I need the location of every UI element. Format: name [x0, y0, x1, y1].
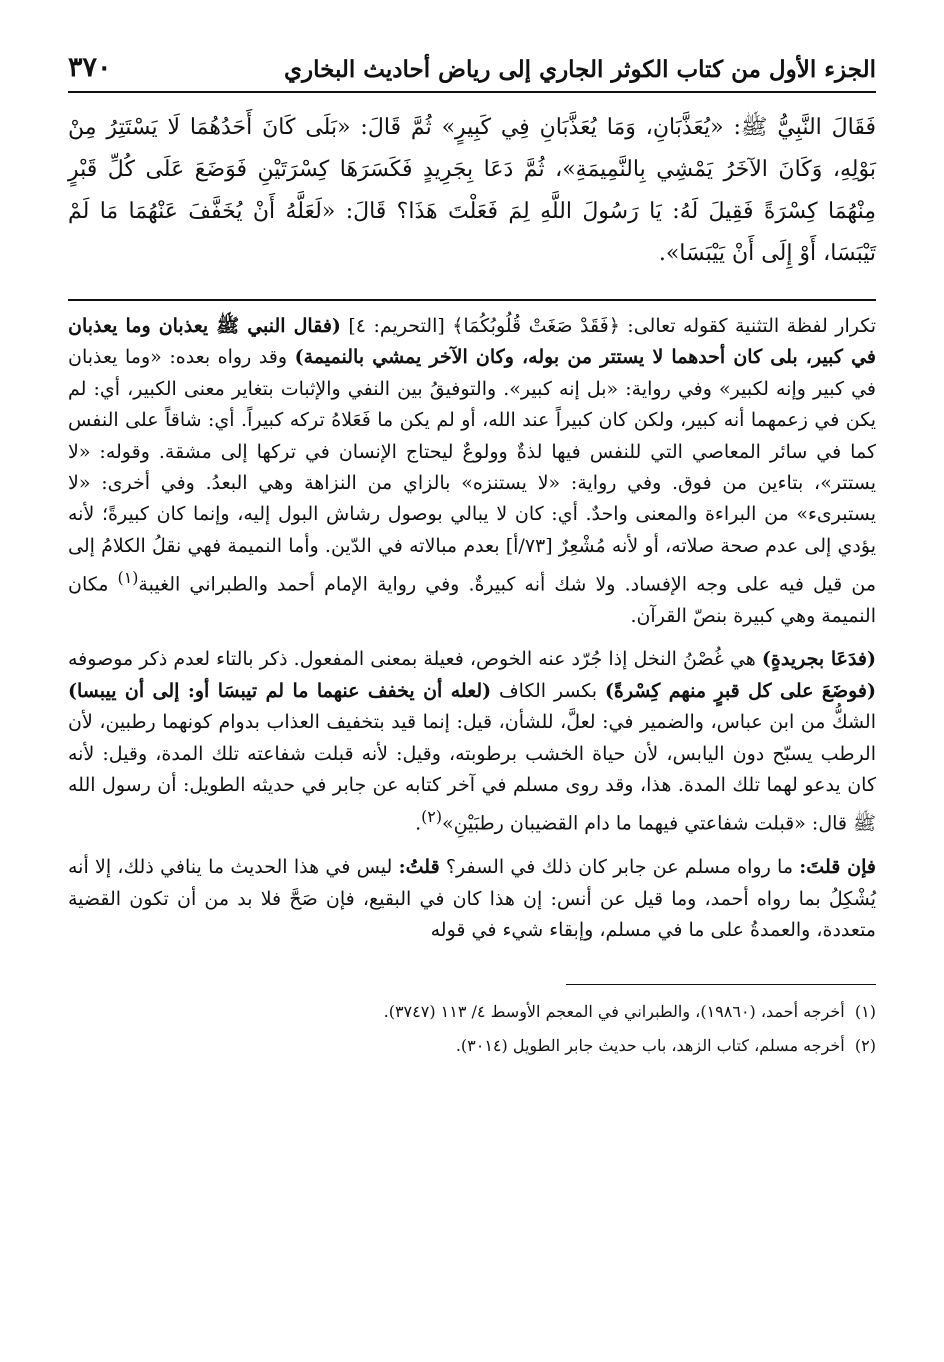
- commentary-paragraph-3: [68, 852, 876, 946]
- commentary-text: .: [415, 812, 422, 835]
- quoted-hadith-bold: (لعله أن يخفف عنهما ما لم تيبسَا أو: إلى أن ييبسا): [68, 679, 492, 702]
- section-divider: [68, 299, 876, 301]
- footnote-text: أخرجه أحمد، (١٩٨٦٠)، والطبراني في المعجم الأوسط ٤/ ١١٣ (٣٧٤٧).: [383, 1002, 845, 1022]
- commentary-text: مكان النميمة وهي كبيرة بنصّ القرآن.: [68, 573, 876, 627]
- quoted-hadith-bold: (فقال النبي ﷺ يعذبان وما يعذبان في كبير، بلى كان أحدهما لا يستتر من بوله، وكان الآخر يمشي بالنميمة): [68, 315, 876, 369]
- footnote-number: (١): [854, 1002, 876, 1022]
- commentary-paragraph-2: [68, 644, 876, 840]
- commentary-paragraph-1: [68, 311, 876, 632]
- quoted-hadith-bold: (فوضَعَ على كل قبرٍ منهم كِسْرةً): [604, 679, 877, 702]
- footnote-1: [68, 995, 876, 1029]
- footnote-number: (٢): [854, 1036, 876, 1056]
- question-marker: فإن قلتَ:: [799, 856, 876, 879]
- quoted-hadith-bold: (فدَعَا بجريدةٍ): [761, 648, 876, 671]
- footnote-divider: [566, 984, 876, 985]
- commentary-text: ليس في هذا الحديث ما ينافي ذلك، إلا أنه يُشْكِلُ بما رواه أحمد، وما قيل عن أنس: إن هذا كان في البقيع، فإن صَحَّ فلا بد من أن تكون القضية متعددة، والعمدةُ على ما في مسلم، وإبقاء شيء في قوله: [68, 856, 876, 941]
- footnote-ref-2[interactable]: (٢): [421, 807, 442, 827]
- commentary-text: بكسر الكاف: [491, 679, 605, 702]
- footnote-text: أخرجه مسلم، كتاب الزهد، باب حديث جابر الطويل (٣٠١٤).: [455, 1036, 845, 1056]
- footnote-ref-1[interactable]: (١): [117, 568, 139, 588]
- page-number: ٣٧٠: [68, 52, 112, 83]
- answer-marker: قلتُ:: [398, 856, 440, 879]
- commentary-text: الشكُّ من ابن عباس، والضمير في: لعلَّ، للشأن، قيل: إنما قيد بتخفيف العذاب بدوام كونهما رطبين، لأن الرطب يسبّح دون اليابس، لأن حياة الخشب برطوبته، وقيل: لأنه قبلت شفاعته تلك المدة، وقيل: لأنه كان يدعو لهما تلك المدة. هذا، وقد روى مسلم في آخر كتابه عن جابر في حديثه الطويل: أن رسول الله ﷺ قال: «قبلت شفاعتي فيهما ما دام القضيبان رطبَيْنِ»: [68, 711, 876, 835]
- hadith-text: فَقَالَ النَّبِيُّ ﷺ: «يُعَذَّبَانِ، وَمَا يُعَذَّبَانِ فِي كَبِيرٍ» ثُمَّ قَالَ: «بَلَى كَانَ أَحَدُهُمَا لَا يَسْتَتِرُ مِنْ بَوْلِهِ، وَكَانَ الآخَرُ يَمْشِي بِالنَّمِيمَةِ»، ثُمَّ دَعَا بِجَرِيدٍ فَكَسَرَهَا كِسْرَتَيْنِ فَوَضَعَ عَلَى كُلِّ قَبْرٍ مِنْهُمَا كِسْرَةً فَقِيلَ لَهُ: يَا رَسُولَ اللَّهِ لِمَ فَعَلْتَ هَذَا؟ قَالَ: «لَعَلَّهُ أَنْ يُخَفَّفَ عَنْهُمَا مَا لَمْ تَيْبَسَا، أَوْ إِلَى أَنْ يَيْبَسَا».: [68, 115, 877, 266]
- running-title: الجزء الأول من كتاب الكوثر الجاري إلى رياض أحاديث البخاري: [284, 56, 876, 83]
- commentary-text: تكرار لفظة التثنية كقوله تعالى: ﴿فَقَدْ صَغَتْ قُلُوبُكُمَا﴾ [التحريم: ٤]: [340, 315, 876, 337]
- page-header: [68, 52, 876, 93]
- commentary-text: هي غُصْنُ النخل إذا جُرّد عنه الخوص، فعيلة بمعنى المفعول. ذكر بالتاء لعدم ذكر موصوفه: [68, 648, 762, 671]
- footnote-2: [68, 1029, 876, 1063]
- commentary-text: وقد رواه بعده: «وما يعذبان في كبير وإنه لكبير» وفي رواية: «بل إنه كبير». والتوفيقُ بين النفي والإثبات بتغاير معنى الكبير، أي: لم يكن في زعمهما أنه كبير، ولكن كان كبيراً عند الله، أو لم يكن ما فَعَلاهُ تركه كبيراً. أي: شاقاً على النفس كما في سائر المعاصي التي للنفس فيها لذةٌ وولوعٌ ليحتاج الإنسان في تركها إلى مشقة. وقوله: «لا يستتر»، بتاءين من فوق. وفي رواية: «لا يستنزه» بالزاي من النزاهة وهي البعدُ. وفي أخرى: «لا يستبرىء» من البراءة والمعنى واحدٌ. أي: كان لا يبالي بوصول رشاش البول إليه، وإنما كان كبيرةً؛ لأنه يؤدي إلى عدم صحة صلاته، أو لأنه مُشْعِرٌ [٧٣/أ] بعدم مبالاته في الدّين. وأما النميمة فهي نقلُ الكلامُ إلى من قيل فيه على وجه الإفساد. ولا شك أنه كبيرةٌ. وفي رواية الإمام أحمد والطبراني الغيبة: [68, 346, 877, 596]
- commentary-text: ما رواه مسلم عن جابر كان ذلك في السفر؟: [439, 856, 800, 879]
